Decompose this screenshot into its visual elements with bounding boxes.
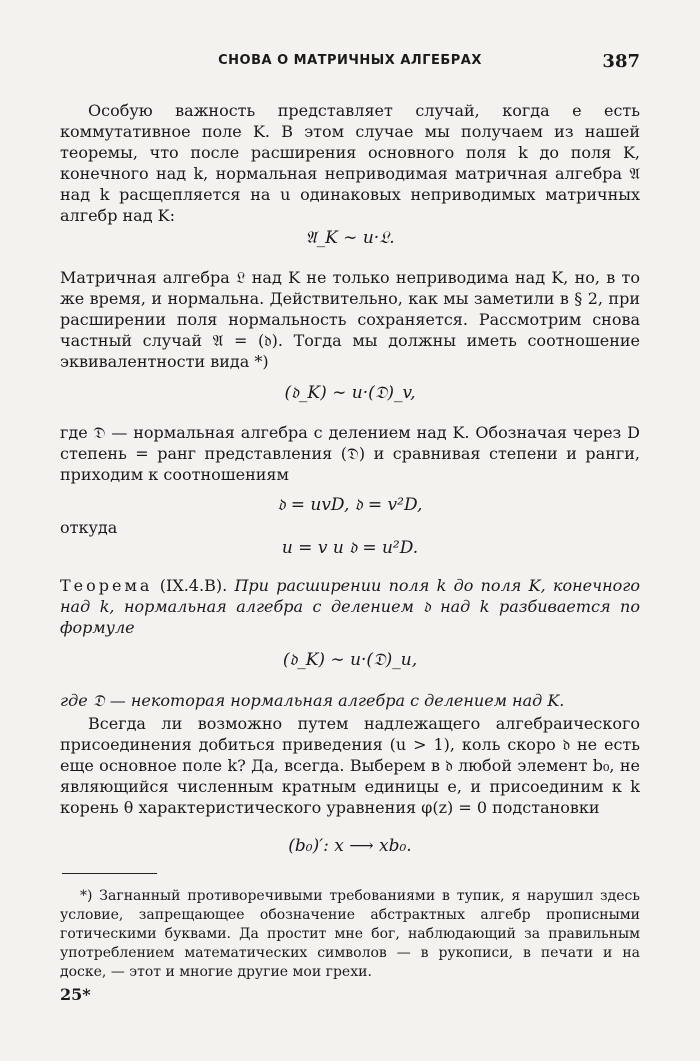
formula-2: (𝔡_K) ∼ u·(𝔇)_v,: [284, 383, 416, 403]
footnote: *) Загнанный противоречивыми требованиями в тупик, я нарушил здесь условие, запрещающее обозначение абстрактных алгебр прописными готическими буквами. Да простит мне бог, наблюдающий за правильным употреблением математических символов — в рукописи, в печати и на доске, — этот и многие другие мои грехи.: [60, 888, 640, 980]
formula-block-1: [60, 228, 640, 249]
formula-block-6: [60, 836, 640, 857]
body-block-2: [60, 267, 640, 372]
formula-block-3: [60, 495, 640, 516]
theorem-block: [60, 575, 640, 638]
running-header: [60, 53, 640, 75]
body-block-3: [60, 422, 640, 485]
theorem-number: (IX.4.B).: [159, 576, 228, 595]
signature-mark: 25*: [60, 985, 91, 1004]
formula-block-2: [60, 383, 640, 404]
running-title: СНОВА О МАТРИЧНЫХ АЛГЕБРАХ: [218, 53, 482, 68]
paragraph-4: Всегда ли возможно путем надлежащего алгебраического присоединения добиться приведения (u > 1), коль скоро 𝔡 не есть еще основное поле k? Да, всегда. Выберем в 𝔡 любой элемент b₀, не являющийся численным кратным единицы e, и присоединим к k корень θ характеристического уравнения φ(z) = 0 подстановки: [60, 714, 640, 817]
body-block-1: [60, 100, 640, 226]
body-block-4: [60, 713, 640, 818]
theorem-text: При расширении поля k до поля K, конечного над k, нормальная алгебра с делением 𝔡 над k разбивается по формуле: [60, 576, 640, 637]
paragraph-1: Особую важность представляет случай, когда e есть коммутативное поле K. В этом случае мы получаем из нашей теоремы, что после расширения основного поля k до поля K, конечного над k, нормальная неприводимая матричная алгебра 𝔄 над k расщепляется на u одинаковых неприводимых матричных алгебр над K:: [60, 101, 640, 225]
formula-1: 𝔄_K ∼ u·𝔏.: [305, 228, 395, 248]
theorem-tail: где 𝔇 — некоторая нормальная алгебра с делением над K.: [60, 691, 565, 710]
footnote-rule: [62, 873, 157, 874]
theorem-tail-block: [60, 690, 640, 711]
otkuda-block: [60, 517, 640, 538]
paragraph-3: где 𝔇 — нормальная алгебра с делением над K. Обозначая через D степень = ранг представления (𝔇) и сравнивая степени и ранги, приходим к соотношениям: [60, 423, 640, 484]
theorem: [60, 575, 640, 638]
formula-4: u = v и 𝔡 = u²D.: [281, 538, 419, 558]
theorem-label: Теорема: [60, 576, 153, 595]
formula-block-4: [60, 538, 640, 559]
formula-6: (b₀)′: x ⟶ xb₀.: [288, 836, 412, 856]
otkuda-text: откуда: [60, 518, 118, 537]
page-number: 387: [602, 51, 640, 72]
paragraph-2: Матричная алгебра 𝔏 над K не только неприводима над K, но, в то же время, и нормальна. Действительно, как мы заметили в § 2, при расширении поля нормальность сохраняется. Рассмотрим снова частный случай 𝔄 = (𝔡). Тогда мы должны иметь соотношение эквивалентности вида *): [60, 268, 640, 371]
formula-block-5: [60, 650, 640, 671]
formula-5: (𝔡_K) ∼ u·(𝔇)_u,: [282, 650, 418, 670]
formula-3: 𝔡 = uvD, 𝔡 = v²D,: [277, 495, 423, 515]
